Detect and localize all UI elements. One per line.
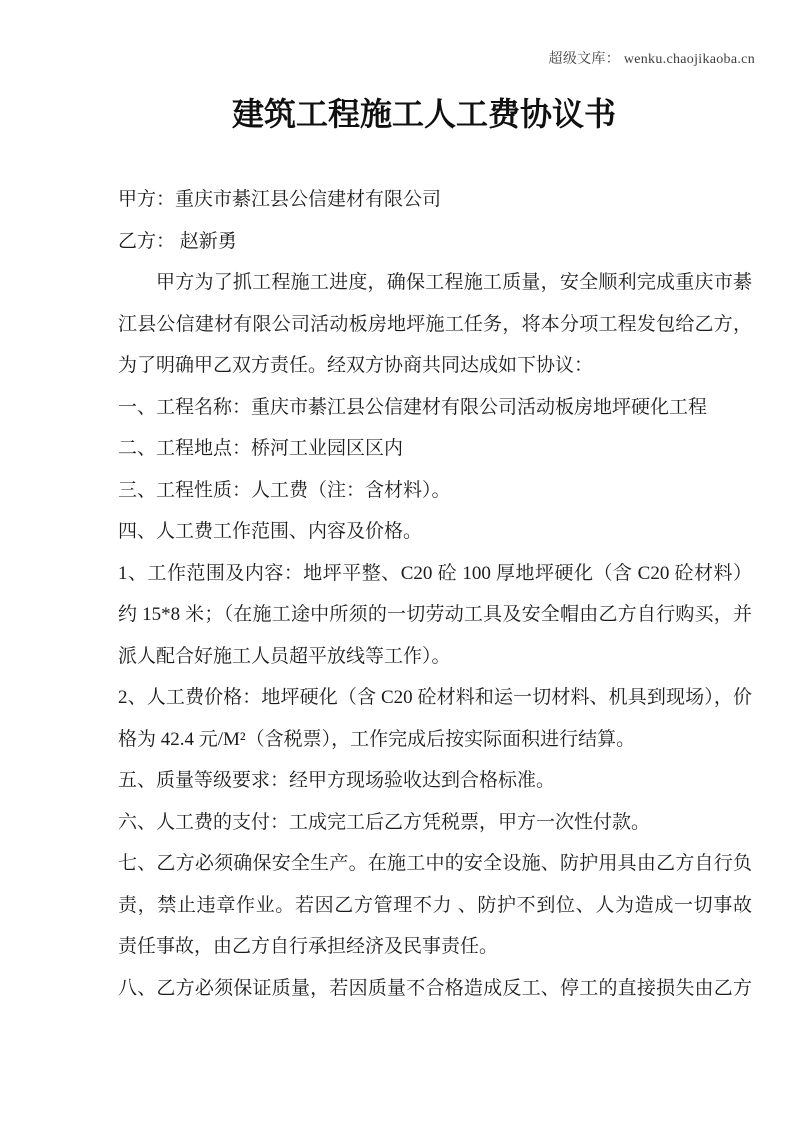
intro-line-1: 甲方为了抓工程施工进度，确保工程施工质量，安全顺利完成重庆市綦 [156,272,752,293]
clause-1-project-name-line: 一、工程名称：重庆市綦江县公信建材有限公司活动板房地坪硬化工程 [118,396,708,418]
safety-line-1: 七、乙方必须确保安全生产。在施工中的安全设施、防护用具由乙方自行负 [118,853,752,874]
scope-content-line-3: 派人配合好施工人员超平放线等工作）。 [118,645,451,667]
safety-line-2: 责，禁止违章作业。若因乙方管理不力 、防护不到位、人为造成一切事故 [118,894,752,916]
intro-line-2: 江县公信建材有限公司活动板房地坪施工任务，将本分项工程发包给乙方， [118,313,752,335]
clause-4-scope-heading-line: 四、人工费工作范围、内容及价格。 [118,521,423,542]
clause-4-price-paragraph [118,677,752,760]
scope-content-line-2: 约 15*8 米；（在施工途中所须的一切劳动工具及安全帽由乙方自行购买，并 [118,604,752,625]
clause-2-project-location-line: 二、工程地点：桥河工业园区区内 [118,438,404,459]
clause-7-safety-paragraph [118,843,752,968]
clause-4-scope-paragraph [118,553,752,678]
price-line-1: 2、人工费价格：地坪硬化（含 C20 砼材料和运一切材料、机具到现场），价 [118,687,752,708]
document-body [118,179,752,1009]
safety-line-3: 责任事故，由乙方自行承担经济及民事责任。 [118,936,499,957]
party-a-line: 甲方：重庆市綦江县公信建材有限公司 [118,189,442,210]
document-title: 建筑工程施工人工费协议书 [231,96,616,132]
party-b-line: 乙方： 赵新勇 [118,230,237,252]
intro-line-3: 为了明确甲乙双方责任。经双方协商共同达成如下协议： [118,355,594,376]
clause-8-quality-guarantee-line: 八、乙方必须保证质量，若因质量不合格造成反工、停工的直接损失由乙方 [118,977,752,999]
price-line-2: 格为 42.4 元/M²（含税票），工作完成后按实际面积进行结算。 [118,728,636,750]
scope-content-line-1: 1、工作范围及内容：地坪平整、C20 砼 100 厚地坪硬化（含 C20 砼材料） [118,562,752,584]
clause-6-payment-line: 六、人工费的支付：工成完工后乙方凭税票，甲方一次性付款。 [118,811,651,833]
clause-3-project-nature-line: 三、工程性质：人工费（注：含材料）。 [118,479,451,501]
site-watermark-text: 超级文库： wenku.chaojikaoba.cn [548,52,755,67]
intro-paragraph [118,262,752,387]
clause-5-quality-requirement-line: 五、质量等级要求：经甲方现场验收达到合格标准。 [118,770,556,791]
